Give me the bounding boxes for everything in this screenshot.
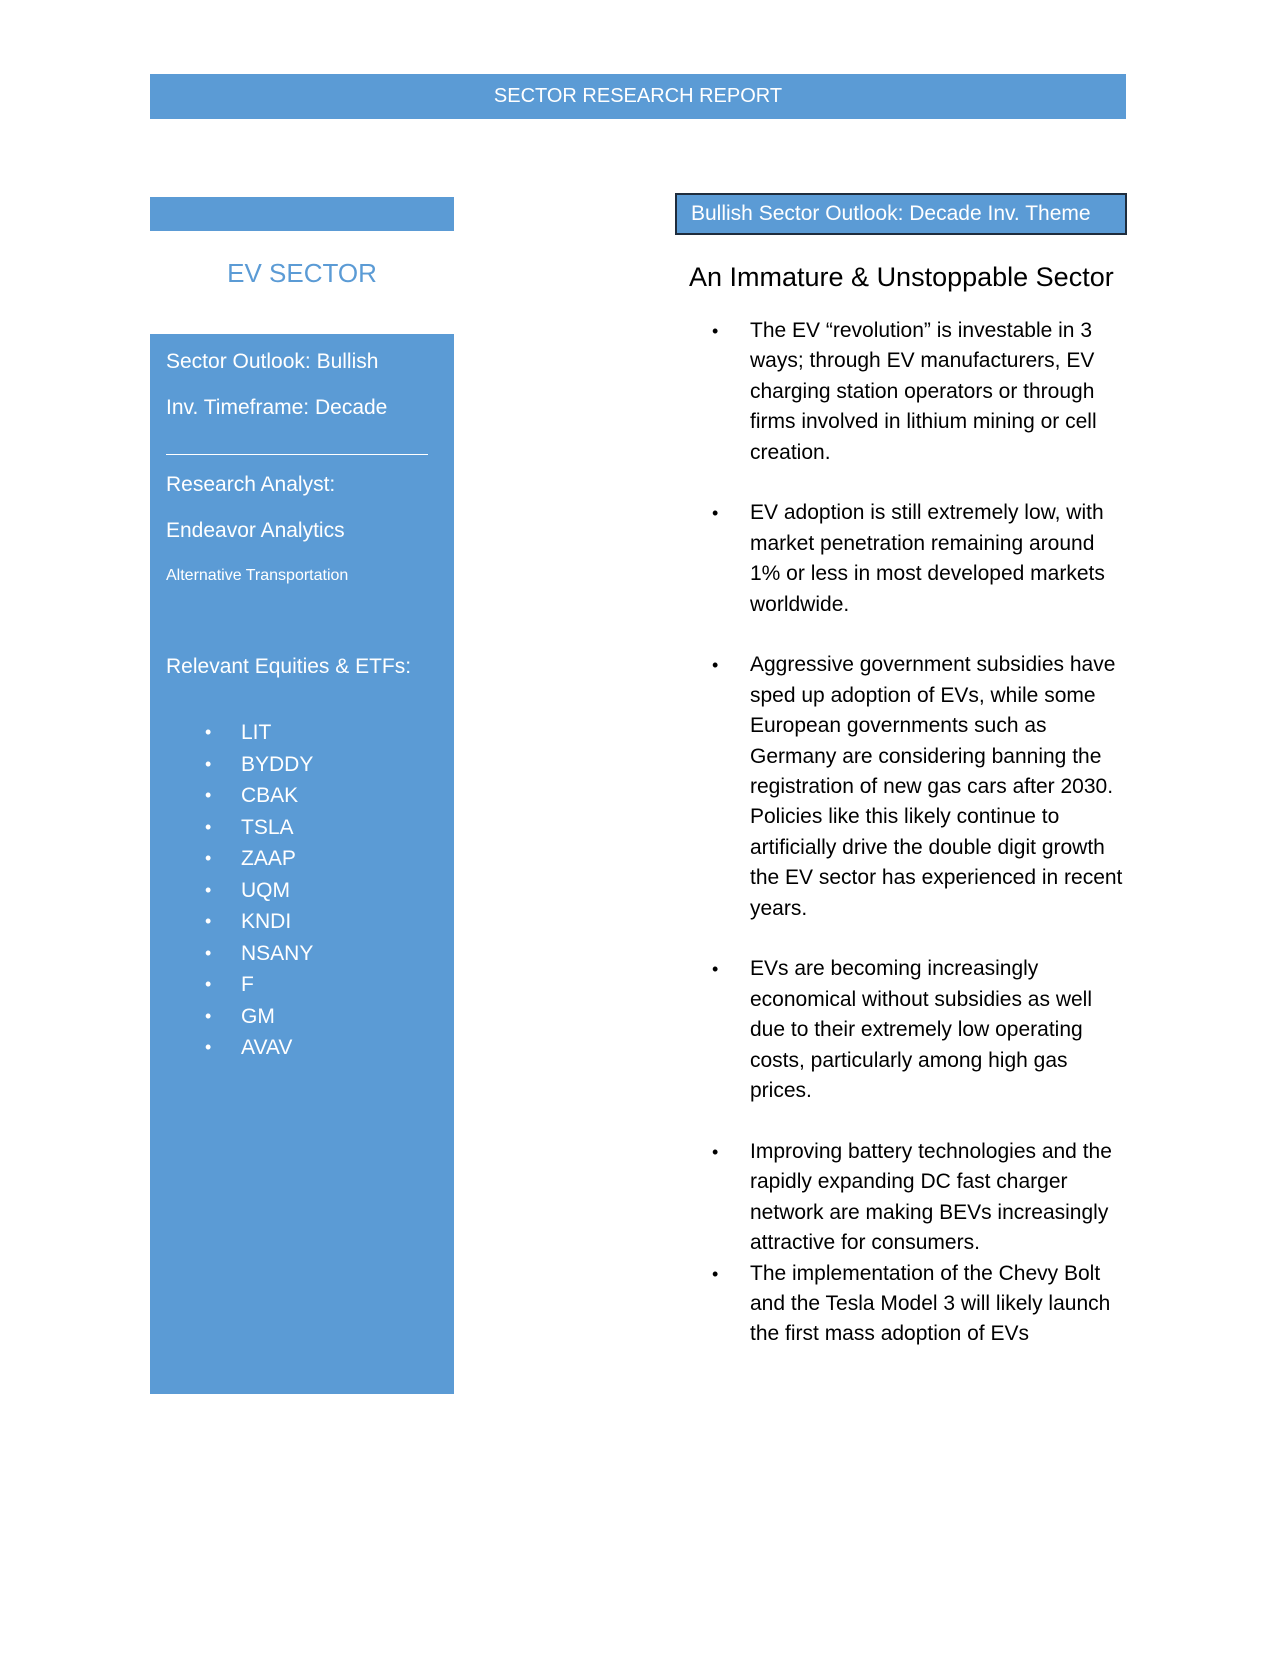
bullet-icon: • xyxy=(205,1005,212,1026)
equity-item: • TSLA xyxy=(150,812,313,844)
main-heading: An Immature & Unstoppable Sector xyxy=(689,262,1114,292)
key-point: • The EV “revolution” is investable in 3 ways; through EV manufacturers, EV charging station operators or through firms involved in lithium mining or cell creation. xyxy=(700,316,1130,468)
bullet-icon: • xyxy=(205,942,212,963)
sidebar-top-strip xyxy=(150,197,454,231)
equity-item: • NSANY xyxy=(150,938,313,970)
equity-item: • UQM xyxy=(150,875,313,907)
bullet-icon: • xyxy=(205,1037,212,1057)
bullet-icon: • xyxy=(205,848,212,868)
equity-item: • CBAK xyxy=(150,780,313,812)
equities-label: Relevant Equities & ETFs: xyxy=(166,655,412,678)
key-point: • Improving battery technologies and the rapidly expanding DC fast charger network are making BEVs increasingly attractive for consumers. xyxy=(700,1137,1130,1259)
sector-outlook: Sector Outlook: Bullish xyxy=(166,350,379,373)
equity-item: • BYDDY xyxy=(150,749,313,781)
bullet-icon: • xyxy=(205,785,212,805)
equity-item: • LIT xyxy=(150,717,313,749)
equities-list xyxy=(150,717,313,1064)
sector-title: EV SECTOR xyxy=(227,258,377,288)
bullet-icon: • xyxy=(205,911,212,931)
sidebar-divider xyxy=(166,454,428,455)
equity-item: • AVAV xyxy=(150,1032,313,1064)
equity-item: • KNDI xyxy=(150,906,313,938)
bullet-icon: • xyxy=(712,1263,719,1284)
bullet-icon: • xyxy=(205,816,212,837)
bullet-icon: • xyxy=(712,655,719,676)
key-point: • EVs are becoming increasingly economical without subsidies as well due to their extremely low operating costs, particularly among high gas prices. xyxy=(700,954,1130,1106)
key-point: • Aggressive government subsidies have sped up adoption of EVs, while some European governments such as Germany are considering banning the registration of new gas cars after 2030. Policies like this likely continue to artificially drive the double digit growth the EV sector has experienced in recent years. xyxy=(700,650,1130,924)
report-title: SECTOR RESEARCH REPORT xyxy=(493,85,783,107)
key-point: • EV adoption is still extremely low, with market penetration remaining around 1% or less in most developed markets worldwide. xyxy=(700,498,1130,620)
equity-item: • F xyxy=(150,969,313,1001)
bullet-icon: • xyxy=(712,321,719,341)
bullet-icon: • xyxy=(205,879,212,900)
bullet-icon: • xyxy=(712,959,719,980)
key-points-list xyxy=(700,316,1130,1350)
bullet-icon: • xyxy=(205,753,212,774)
bullet-icon: • xyxy=(205,974,212,994)
analyst-name: Endeavor Analytics xyxy=(166,519,345,542)
investment-timeframe: Inv. Timeframe: Decade xyxy=(166,396,388,419)
sidebar-panel xyxy=(150,334,454,1394)
report-header-bar xyxy=(150,74,1126,119)
key-point: • The implementation of the Chevy Bolt and the Tesla Model 3 will likely launch the first mass adoption of EVs xyxy=(700,1259,1130,1350)
bullet-icon: • xyxy=(205,722,212,742)
equity-item: • ZAAP xyxy=(150,843,313,875)
equity-item: • GM xyxy=(150,1001,313,1033)
bullet-icon: • xyxy=(712,503,719,524)
bullet-icon: • xyxy=(712,1141,719,1162)
analyst-label: Research Analyst: xyxy=(166,473,336,496)
investment-theme-box: Bullish Sector Outlook: Decade Inv. Theme xyxy=(675,193,1127,235)
sector-category: Alternative Transportation xyxy=(166,567,349,584)
